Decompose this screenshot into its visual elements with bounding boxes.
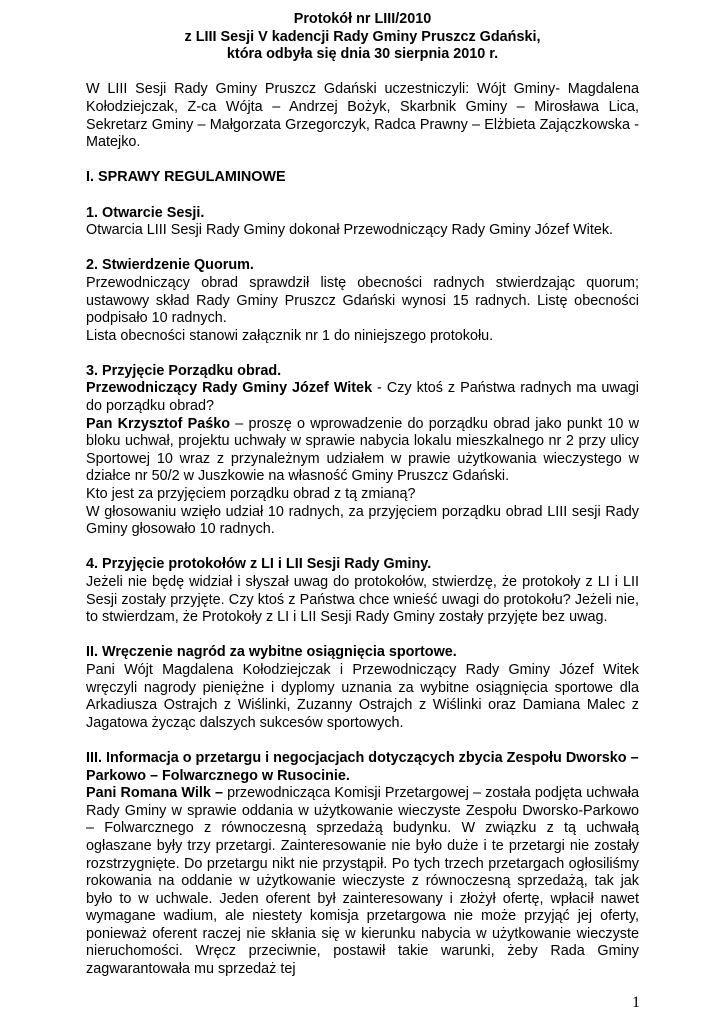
section-2-heading: II. Wręczenie nagród za wybitne osiągnięcia sportowe. xyxy=(86,644,457,661)
item-2-text-1: Przewodniczący obrad sprawdził listę obecności radnych stwierdzając quorum; ustawowy skład Rady Gminy Pruszcz Gdański wynosi 15 radnych. Listę obecności podpisało 10 radnych. xyxy=(86,274,639,327)
section-2-text: Pani Wójt Magdalena Kołodziejczak i Przewodniczący Rady Gminy Józef Witek wręczyli nagrody pieniężne i dyplomy uznania za wybitne osiągnięcia sportowe dla Arkadiusza Ostrajch z Wiślinki, Zuzanny Ostrajch z Wiślinki oraz Damiana Malec z Jagatowa życząc dalszych sukcesów sportowych. xyxy=(86,661,639,731)
item-3-statement-1 xyxy=(86,380,639,415)
title-line-3: która odbyła się dnia 30 sierpnia 2010 r. xyxy=(226,46,499,63)
speaker-pasko: Pan Krzysztof Paśko xyxy=(86,415,231,432)
item-2-heading: 2. Stwierdzenie Quorum. xyxy=(86,257,254,274)
intro-paragraph: W LIII Sesji Rady Gminy Pruszcz Gdański uczestniczyli: Wójt Gminy- Magdalena Kołodziejczak, Z-ca Wójta – Andrzej Bożyk, Skarbnik Gminy – Mirosława Lica, Sekretarz Gminy – Małgorzata Grzegorczyk, Radca Prawny – Elżbieta Zajączkowska - Matejko. xyxy=(86,81,639,151)
document-body xyxy=(86,11,639,979)
section-3-text xyxy=(86,785,639,979)
item-3-heading: 3. Przyjęcie Porządku obrad. xyxy=(86,362,282,379)
item-4-heading: 4. Przyjęcie protokołów z LI i LII Sesji Rady Gminy. xyxy=(86,556,432,573)
item-3-text-4: W głosowaniu wzięło udział 10 radnych, za przyjęciem porządku obrad LIII sesji Rady Gminy głosowało 10 radnych. xyxy=(86,503,639,538)
title-line-2: z LIII Sesji V kadencji Rady Gminy Pruszcz Gdański, xyxy=(184,28,541,45)
item-3-text-3: Kto jest za przyjęciem porządku obrad z tą zmianą? xyxy=(86,486,416,503)
item-1-heading: 1. Otwarcie Sesji. xyxy=(86,204,205,221)
item-3-statement-2 xyxy=(86,416,639,486)
section-3-heading: III. Informacja o przetargu i negocjacjach dotyczących zbycia Zespołu Dworsko – Parkowo – Folwarcznego w Rusocinie. xyxy=(86,749,639,784)
title-line-1: Protokół nr LIII/2010 xyxy=(293,11,432,27)
page-number: 1 xyxy=(632,994,640,1011)
speech-pasko: – proszę o wprowadzenie do porządku obrad jako punkt 10 w bloku uchwał, projektu uchwały w sprawie nabycia lokalu mieszkalnego nr 2 przy ulicy Sportowej 10 wraz z przynależnym udziałem w prawie użytkowania wieczystego w działce nr 50/2 w Juszkowie na własność Gminy Pruszcz Gdański. xyxy=(86,415,639,485)
item-1-text: Otwarcia LIII Sesji Rady Gminy dokonał Przewodniczący Rady Gminy Józef Witek. xyxy=(86,222,614,239)
item-4-text: Jeżeli nie będę widział i słyszał uwag do protokołów, stwierdzę, że protokoły z LI i LII Sesji zostały przyjęte. Czy ktoś z Państwa chce wnieść uwagi do protokołu? Jeżeli nie, to stwierdzam, że Protokoły z LI i LII Sesji Rady Gminy zostały przyjęte bez uwag. xyxy=(86,574,639,626)
section-1-heading: I. SPRAWY REGULAMINOWE xyxy=(86,169,286,186)
speaker-wilk: Pani Romana Wilk – xyxy=(86,785,223,802)
speech-wilk: przewodnicząca Komisji Przetargowej – została podjęta uchwała Rady Gminy w sprawie oddania w użytkowanie wieczyste Zespołu Dworsko-Parkowo – Folwarcznego z równoczesną sprzedażą budynku. W związku z tą uchwałą ogłaszane były trzy przetargi. Zainteresowanie nie było duże i te przetargi nie zostały rozstrzygnięte. Do przetargu nikt nie przystąpił. Po tych trzech przetargach ogłosiliśmy rokowania na oddanie w użytkowanie wieczyste z równoczesną sprzedażą, tak jak było to w uchwale. Jeden oferent był zainteresowany i złożył ofertę, wpłacił nawet wymagane wadium, ale niestety komisja przetargowa nie może przyjąć jej oferty, ponieważ oferent raczej nie skłania się w kierunku nabycia w użytkowanie wieczyste nieruchomości. Wręcz przeciwnie, postawił takie warunki, żeby Rada Gminy zagwarantowała mu sprzedaż tej xyxy=(86,785,639,978)
speaker-chairman: Przewodniczący Rady Gminy Józef Witek xyxy=(86,380,373,397)
item-2-text-2: Lista obecności stanowi załącznik nr 1 do niniejszego protokołu. xyxy=(86,327,494,344)
speech-chairman: - Czy ktoś z Państwa radnych ma uwagi do porządku obrad? xyxy=(86,380,639,415)
